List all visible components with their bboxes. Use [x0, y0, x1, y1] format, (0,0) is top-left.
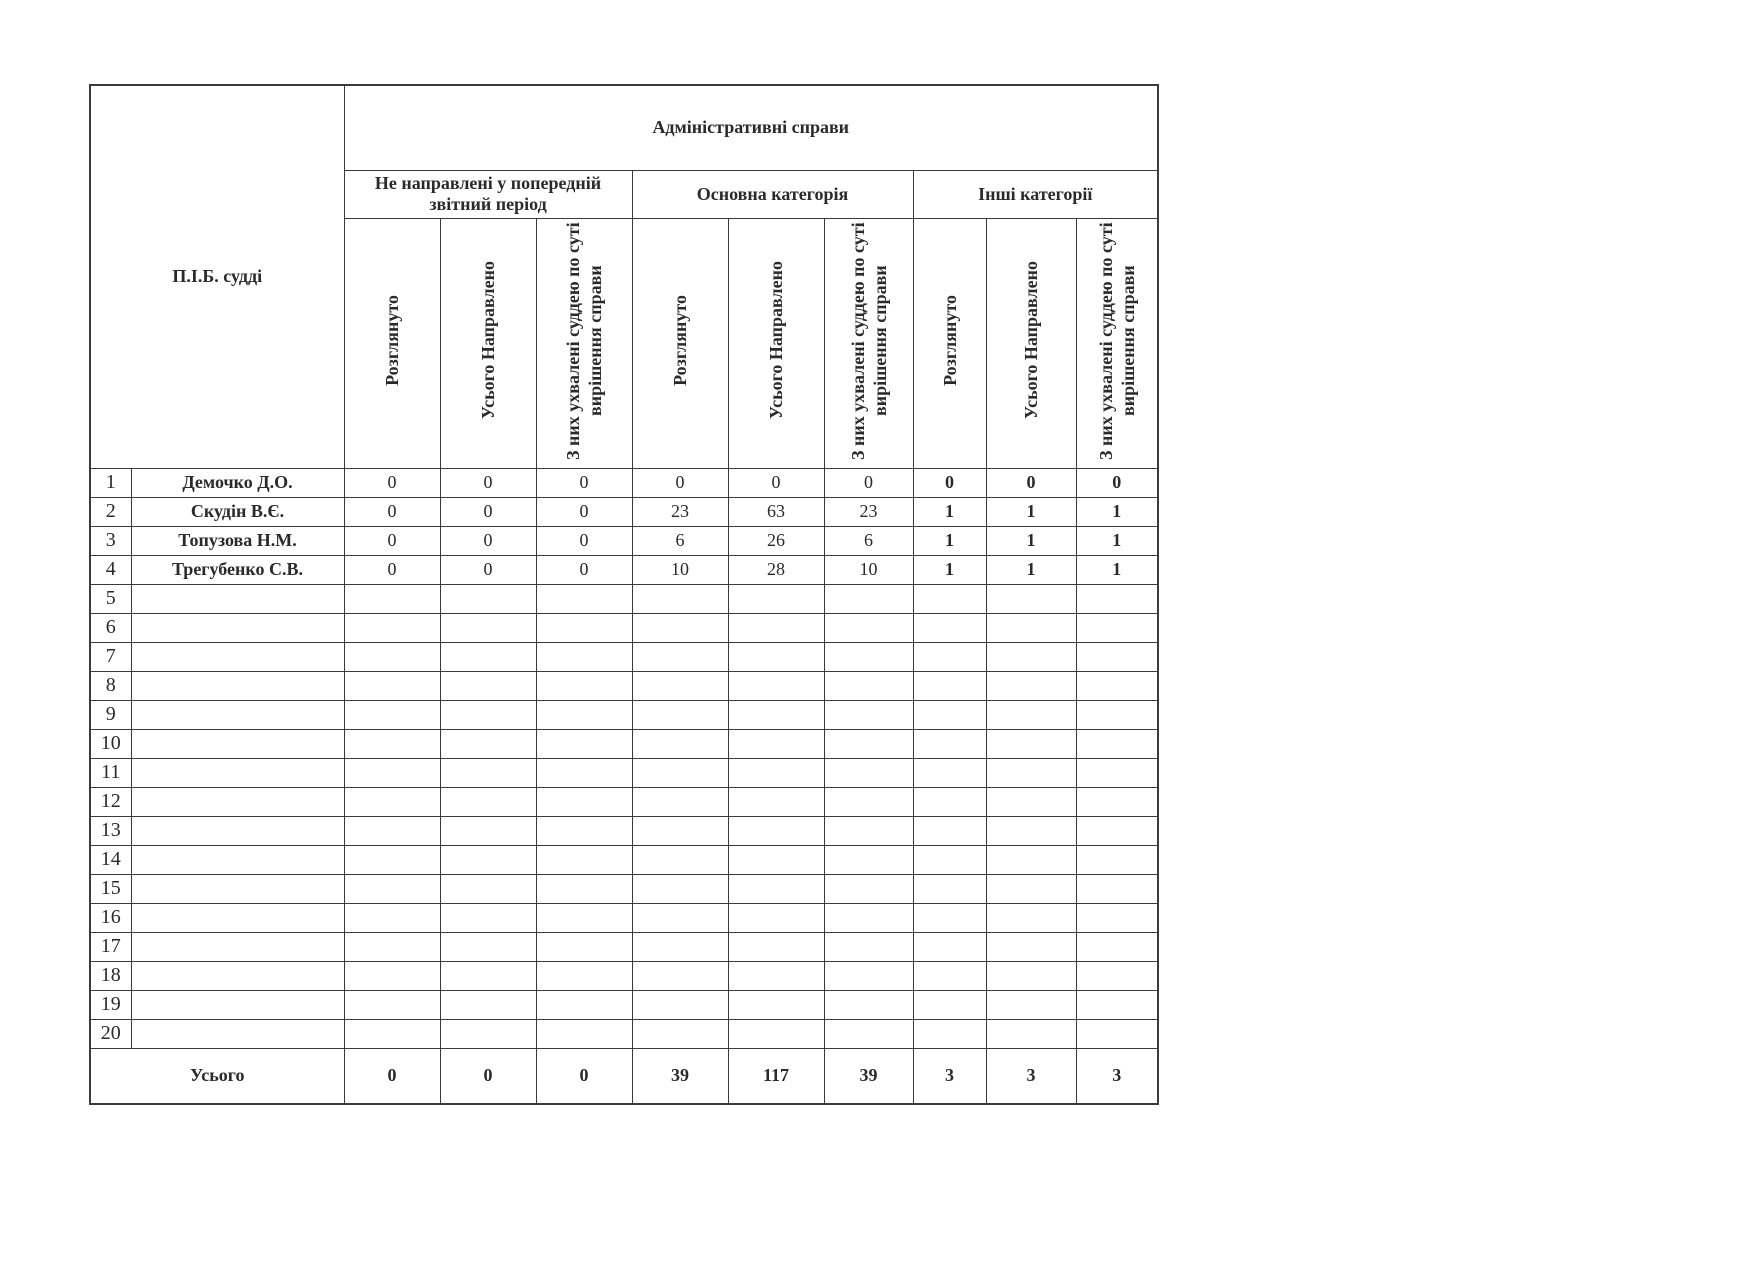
- judge-name: [131, 845, 344, 874]
- value-cell: [344, 671, 440, 700]
- value-cell: [728, 613, 824, 642]
- value-cell: 0: [344, 497, 440, 526]
- value-cell: [440, 700, 536, 729]
- table-row: [90, 758, 1158, 787]
- table-row: [90, 526, 1158, 555]
- value-cell: [728, 787, 824, 816]
- value-cell: [536, 584, 632, 613]
- judge-name: [131, 961, 344, 990]
- value-cell: 63: [728, 497, 824, 526]
- sub-column-label: Усього Направлено: [766, 261, 786, 420]
- value-cell: [440, 961, 536, 990]
- value-cell: [344, 961, 440, 990]
- value-cell: 0: [536, 526, 632, 555]
- value-cell: [1076, 1019, 1158, 1048]
- value-cell: 1: [913, 497, 986, 526]
- value-cell: [913, 642, 986, 671]
- value-cell: [728, 816, 824, 845]
- row-number: 16: [90, 903, 131, 932]
- judge-name: Трегубенко С.В.: [131, 555, 344, 584]
- value-cell: [632, 729, 728, 758]
- judge-name: [131, 671, 344, 700]
- value-cell: [1076, 990, 1158, 1019]
- value-cell: [632, 961, 728, 990]
- judge-name: [131, 990, 344, 1019]
- value-cell: [440, 729, 536, 758]
- value-cell: [728, 1019, 824, 1048]
- value-cell: [632, 874, 728, 903]
- value-cell: [824, 642, 913, 671]
- value-cell: [824, 961, 913, 990]
- row-number: 3: [90, 526, 131, 555]
- value-cell: [986, 787, 1076, 816]
- sub-column-header: [986, 218, 1076, 468]
- value-cell: [1076, 845, 1158, 874]
- table-row: [90, 961, 1158, 990]
- value-cell: [344, 758, 440, 787]
- value-cell: [632, 990, 728, 1019]
- row-number: 2: [90, 497, 131, 526]
- value-cell: [986, 932, 1076, 961]
- total-value-cell: 39: [632, 1048, 728, 1104]
- table-row: [90, 990, 1158, 1019]
- row-number: 10: [90, 729, 131, 758]
- row-number: 1: [90, 468, 131, 497]
- value-cell: [728, 758, 824, 787]
- sub-column-header: [1076, 218, 1158, 468]
- value-cell: [1076, 816, 1158, 845]
- value-cell: [536, 1019, 632, 1048]
- row-number: 17: [90, 932, 131, 961]
- value-cell: 0: [440, 497, 536, 526]
- value-cell: 0: [344, 555, 440, 584]
- total-value-cell: 39: [824, 1048, 913, 1104]
- value-cell: 0: [344, 526, 440, 555]
- value-cell: [344, 932, 440, 961]
- row-number: 13: [90, 816, 131, 845]
- judge-name: Демочко Д.О.: [131, 468, 344, 497]
- value-cell: [440, 584, 536, 613]
- table-row: [90, 1019, 1158, 1048]
- judge-name: Скудін В.Є.: [131, 497, 344, 526]
- row-number: 5: [90, 584, 131, 613]
- value-cell: 1: [986, 555, 1076, 584]
- row-number: 11: [90, 758, 131, 787]
- value-cell: 0: [536, 468, 632, 497]
- value-cell: [986, 874, 1076, 903]
- judge-name: [131, 816, 344, 845]
- value-cell: [344, 816, 440, 845]
- sub-column-header: [632, 218, 728, 468]
- table-row: [90, 642, 1158, 671]
- sub-column-label: Розглянуто: [382, 295, 402, 386]
- judge-name: Топузова Н.М.: [131, 526, 344, 555]
- value-cell: [1076, 787, 1158, 816]
- row-number: 18: [90, 961, 131, 990]
- value-cell: [824, 613, 913, 642]
- value-cell: [913, 700, 986, 729]
- value-cell: [913, 1019, 986, 1048]
- value-cell: 1: [986, 497, 1076, 526]
- value-cell: [440, 845, 536, 874]
- value-cell: [1076, 874, 1158, 903]
- value-cell: 0: [986, 468, 1076, 497]
- value-cell: [1076, 700, 1158, 729]
- value-cell: [728, 642, 824, 671]
- value-cell: [728, 845, 824, 874]
- value-cell: [344, 903, 440, 932]
- value-cell: [824, 932, 913, 961]
- value-cell: 0: [728, 468, 824, 497]
- value-cell: [632, 787, 728, 816]
- value-cell: [632, 584, 728, 613]
- value-cell: [913, 932, 986, 961]
- value-cell: [728, 932, 824, 961]
- value-cell: [440, 990, 536, 1019]
- value-cell: [986, 642, 1076, 671]
- value-cell: [824, 787, 913, 816]
- judge-name: [131, 642, 344, 671]
- value-cell: [1076, 903, 1158, 932]
- value-cell: [344, 845, 440, 874]
- value-cell: 1: [1076, 497, 1158, 526]
- value-cell: 6: [632, 526, 728, 555]
- value-cell: [632, 932, 728, 961]
- value-cell: [344, 990, 440, 1019]
- value-cell: [536, 874, 632, 903]
- value-cell: 1: [986, 526, 1076, 555]
- value-cell: [824, 700, 913, 729]
- value-cell: [536, 671, 632, 700]
- value-cell: 0: [344, 468, 440, 497]
- row-number: 14: [90, 845, 131, 874]
- row-number: 20: [90, 1019, 131, 1048]
- value-cell: [728, 990, 824, 1019]
- value-cell: [536, 613, 632, 642]
- total-value-cell: 117: [728, 1048, 824, 1104]
- value-cell: [986, 700, 1076, 729]
- value-cell: [913, 613, 986, 642]
- value-cell: [1076, 932, 1158, 961]
- sub-column-label: З них ухвалені суддею по суті вирішення справи: [847, 221, 890, 460]
- judge-name: [131, 1019, 344, 1048]
- value-cell: [824, 758, 913, 787]
- value-cell: [440, 613, 536, 642]
- value-cell: [440, 874, 536, 903]
- judge-name: [131, 758, 344, 787]
- value-cell: 1: [1076, 526, 1158, 555]
- total-label: Усього: [90, 1048, 344, 1104]
- value-cell: 0: [913, 468, 986, 497]
- value-cell: [632, 1019, 728, 1048]
- value-cell: [344, 729, 440, 758]
- value-cell: [986, 613, 1076, 642]
- value-cell: [913, 584, 986, 613]
- value-cell: [536, 990, 632, 1019]
- value-cell: [728, 671, 824, 700]
- value-cell: [1076, 729, 1158, 758]
- value-cell: [728, 874, 824, 903]
- value-cell: [986, 903, 1076, 932]
- judge-name: [131, 700, 344, 729]
- value-cell: 0: [1076, 468, 1158, 497]
- total-value-cell: 0: [440, 1048, 536, 1104]
- value-cell: [632, 816, 728, 845]
- value-cell: 10: [632, 555, 728, 584]
- value-cell: [632, 642, 728, 671]
- value-cell: [344, 613, 440, 642]
- value-cell: [632, 700, 728, 729]
- value-cell: 0: [536, 555, 632, 584]
- sub-column-label: Усього Направлено: [478, 261, 498, 420]
- table-row: [90, 874, 1158, 903]
- value-cell: 0: [824, 468, 913, 497]
- value-cell: [986, 990, 1076, 1019]
- judge-name: [131, 613, 344, 642]
- value-cell: 0: [440, 555, 536, 584]
- total-value-cell: 3: [1076, 1048, 1158, 1104]
- judge-name: [131, 874, 344, 903]
- value-cell: [536, 729, 632, 758]
- value-cell: [824, 1019, 913, 1048]
- table-row: [90, 787, 1158, 816]
- value-cell: [728, 903, 824, 932]
- group-header-not-sent: Не направлені у попередній звітний період: [344, 170, 632, 218]
- value-cell: [728, 729, 824, 758]
- value-cell: [344, 874, 440, 903]
- table-row: [90, 497, 1158, 526]
- value-cell: [344, 642, 440, 671]
- sub-column-header: [536, 218, 632, 468]
- table-row: [90, 845, 1158, 874]
- sub-column-label: Розглянуто: [939, 295, 960, 386]
- value-cell: [1076, 671, 1158, 700]
- value-cell: [913, 671, 986, 700]
- table-row: [90, 729, 1158, 758]
- value-cell: 0: [440, 526, 536, 555]
- value-cell: [824, 671, 913, 700]
- value-cell: [913, 961, 986, 990]
- value-cell: [1076, 613, 1158, 642]
- value-cell: 1: [913, 555, 986, 584]
- value-cell: [1076, 584, 1158, 613]
- value-cell: [440, 903, 536, 932]
- value-cell: [536, 961, 632, 990]
- value-cell: [824, 584, 913, 613]
- value-cell: 10: [824, 555, 913, 584]
- value-cell: 6: [824, 526, 913, 555]
- value-cell: [440, 932, 536, 961]
- group-header-main-category: Основна категорія: [632, 170, 913, 218]
- table-row: [90, 555, 1158, 584]
- table-row: [90, 932, 1158, 961]
- value-cell: [913, 816, 986, 845]
- sub-column-label: З них ухвалені суддею по суті вирішення справи: [563, 221, 605, 460]
- value-cell: [986, 758, 1076, 787]
- value-cell: [913, 903, 986, 932]
- judge-name: [131, 903, 344, 932]
- row-number: 19: [90, 990, 131, 1019]
- value-cell: [986, 816, 1076, 845]
- value-cell: [824, 990, 913, 1019]
- value-cell: [632, 613, 728, 642]
- value-cell: [824, 874, 913, 903]
- sub-column-label: Усього Направлено: [1021, 261, 1041, 420]
- table-row: [90, 816, 1158, 845]
- value-cell: [536, 700, 632, 729]
- sub-column-header: [913, 218, 986, 468]
- value-cell: [536, 903, 632, 932]
- value-cell: [632, 903, 728, 932]
- value-cell: [986, 584, 1076, 613]
- value-cell: [913, 845, 986, 874]
- sub-column-header: [344, 218, 440, 468]
- main-title-header: Адміністративні справи: [344, 85, 1158, 170]
- value-cell: [344, 584, 440, 613]
- value-cell: 1: [1076, 555, 1158, 584]
- judges-statistics-table: [89, 84, 1159, 1105]
- value-cell: [536, 642, 632, 671]
- row-number: 15: [90, 874, 131, 903]
- value-cell: [632, 671, 728, 700]
- value-cell: [1076, 758, 1158, 787]
- value-cell: [632, 758, 728, 787]
- judge-name: [131, 932, 344, 961]
- value-cell: [344, 1019, 440, 1048]
- value-cell: 26: [728, 526, 824, 555]
- judge-name: [131, 729, 344, 758]
- value-cell: 28: [728, 555, 824, 584]
- value-cell: [1076, 642, 1158, 671]
- value-cell: [728, 961, 824, 990]
- value-cell: [824, 816, 913, 845]
- sub-column-header: [440, 218, 536, 468]
- row-number: 4: [90, 555, 131, 584]
- row-number: 12: [90, 787, 131, 816]
- value-cell: [986, 961, 1076, 990]
- value-cell: [913, 990, 986, 1019]
- total-value-cell: 3: [913, 1048, 986, 1104]
- value-cell: [536, 816, 632, 845]
- sub-column-label: Розглянуто: [670, 295, 690, 386]
- table-row: [90, 468, 1158, 497]
- value-cell: 0: [632, 468, 728, 497]
- total-value-cell: 0: [536, 1048, 632, 1104]
- value-cell: [913, 874, 986, 903]
- value-cell: [986, 671, 1076, 700]
- value-cell: [536, 758, 632, 787]
- value-cell: [440, 1019, 536, 1048]
- value-cell: 0: [440, 468, 536, 497]
- value-cell: 0: [536, 497, 632, 526]
- value-cell: [913, 758, 986, 787]
- table-row: [90, 584, 1158, 613]
- total-value-cell: 3: [986, 1048, 1076, 1104]
- value-cell: [824, 845, 913, 874]
- value-cell: [344, 700, 440, 729]
- table-row: [90, 613, 1158, 642]
- value-cell: 23: [632, 497, 728, 526]
- judge-name: [131, 787, 344, 816]
- value-cell: [440, 816, 536, 845]
- judge-name-header: П.І.Б. судді: [90, 85, 344, 468]
- value-cell: [824, 729, 913, 758]
- value-cell: [986, 729, 1076, 758]
- group-header-other-categories: Інші категорії: [913, 170, 1158, 218]
- value-cell: [440, 758, 536, 787]
- value-cell: [824, 903, 913, 932]
- value-cell: [913, 787, 986, 816]
- row-number: 7: [90, 642, 131, 671]
- row-number: 6: [90, 613, 131, 642]
- value-cell: [1076, 961, 1158, 990]
- value-cell: [440, 671, 536, 700]
- value-cell: [536, 787, 632, 816]
- value-cell: [728, 584, 824, 613]
- total-value-cell: 0: [344, 1048, 440, 1104]
- value-cell: [728, 700, 824, 729]
- row-number: 8: [90, 671, 131, 700]
- table-row: [90, 903, 1158, 932]
- value-cell: [913, 729, 986, 758]
- value-cell: [344, 787, 440, 816]
- sub-column-label: З них ухвалені суддею по суті вирішення справи: [1095, 221, 1138, 460]
- value-cell: [536, 932, 632, 961]
- value-cell: [536, 845, 632, 874]
- row-number: 9: [90, 700, 131, 729]
- value-cell: [986, 845, 1076, 874]
- table-row: [90, 700, 1158, 729]
- value-cell: 23: [824, 497, 913, 526]
- value-cell: [440, 787, 536, 816]
- value-cell: 1: [913, 526, 986, 555]
- sub-column-header: [728, 218, 824, 468]
- table-row: [90, 671, 1158, 700]
- value-cell: [632, 845, 728, 874]
- value-cell: [986, 1019, 1076, 1048]
- judge-name: [131, 584, 344, 613]
- value-cell: [440, 642, 536, 671]
- sub-column-header: [824, 218, 913, 468]
